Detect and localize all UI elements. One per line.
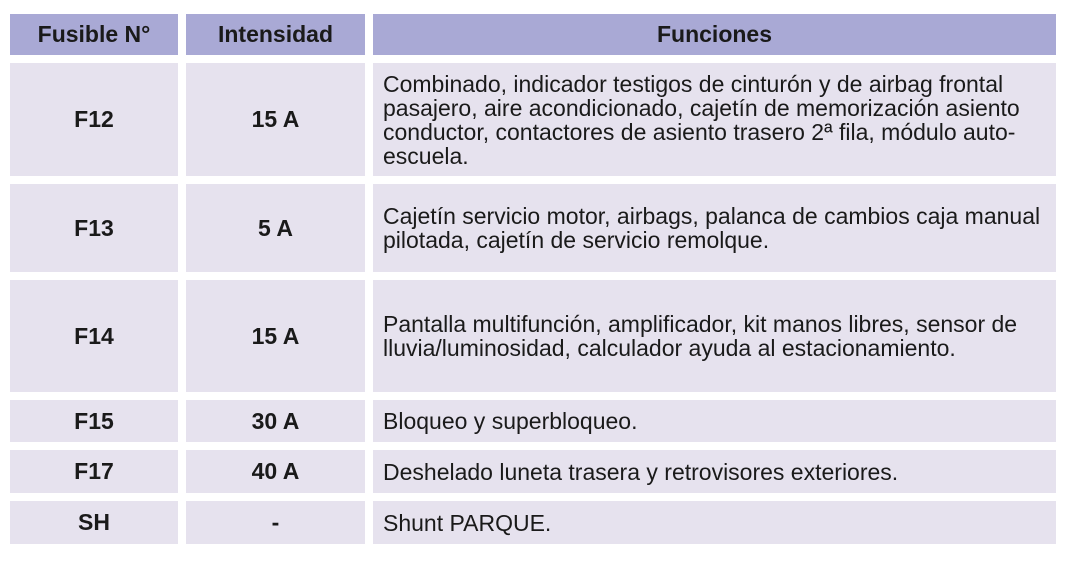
- amperage-cell: 5 A: [186, 184, 373, 280]
- functions-cell: Cajetín servicio motor, airbags, palanca de cambios caja manual pilotada, cajetín de servicio remolque.: [373, 184, 1056, 280]
- table-row: [10, 184, 1056, 280]
- table-header-row: [10, 14, 1056, 63]
- functions-cell: Pantalla multifunción, amplificador, kit manos libres, sensor de lluvia/luminosidad, calculador ayuda al estacionamiento.: [373, 280, 1056, 400]
- functions-cell: Combinado, indicador testigos de cinturón y de airbag frontal pasajero, aire acondicionado, cajetín de memorización asiento conductor, contactores de asiento trasero 2ª fila, módulo auto-escuela.: [373, 63, 1056, 184]
- functions-cell: Shunt PARQUE.: [373, 501, 1056, 544]
- amperage-cell: 15 A: [186, 280, 373, 400]
- fuse-id-cell: F17: [10, 450, 186, 501]
- table-row: [10, 450, 1056, 501]
- fuse-table: [10, 14, 1056, 544]
- column-header-functions: Funciones: [373, 14, 1056, 63]
- table-row: [10, 280, 1056, 400]
- amperage-cell: 40 A: [186, 450, 373, 501]
- table-row: [10, 501, 1056, 544]
- fuse-id-cell: F12: [10, 63, 186, 184]
- functions-cell: Bloqueo y superbloqueo.: [373, 400, 1056, 450]
- fuse-id-cell: F15: [10, 400, 186, 450]
- fuse-id-cell: F13: [10, 184, 186, 280]
- fuse-id-cell: SH: [10, 501, 186, 544]
- amperage-cell: 15 A: [186, 63, 373, 184]
- amperage-cell: 30 A: [186, 400, 373, 450]
- functions-cell: Deshelado luneta trasera y retrovisores exteriores.: [373, 450, 1056, 501]
- table-row: [10, 63, 1056, 184]
- column-header-amperage: Intensidad: [186, 14, 373, 63]
- column-header-fuse: Fusible N°: [10, 14, 186, 63]
- fuse-id-cell: F14: [10, 280, 186, 400]
- amperage-cell: -: [186, 501, 373, 544]
- table-row: [10, 400, 1056, 450]
